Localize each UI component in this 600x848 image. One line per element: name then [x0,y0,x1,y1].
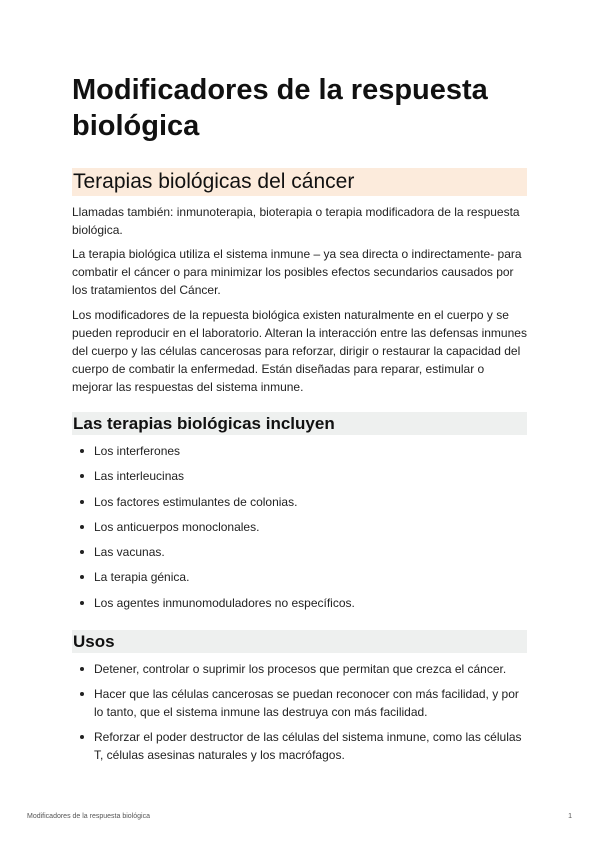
page-title: Modificadores de la respuesta biológica [72,74,488,142]
paragraph-1: Llamadas también: inmunoterapia, bioterapia o terapia modificadora de la respuesta biológica. [72,205,520,237]
list-item: Reforzar el poder destructor de las células del sistema inmune, como las células T, células asesinas naturales y los macrófagos. [72,728,527,764]
list-item: Las interleucinas [72,467,527,485]
list-item: Los agentes inmunomoduladores no específicos. [72,594,527,612]
list-item: Hacer que las células cancerosas se puedan reconocer con más facilidad, y por lo tanto, que el sistema inmune las destruya con más facilidad. [72,685,527,721]
paragraph-2: La terapia biológica utiliza el sistema inmune – ya sea directa o indirectamente- para combatir el cáncer o para minimizar los posibles efectos secundarios causados por los tratamientos del Cáncer. [72,247,522,297]
section-heading-terapias: Terapias biológicas del cáncer [72,168,527,196]
list-item: Los anticuerpos monoclonales. [72,518,527,536]
therapies-list [72,442,527,619]
uses-list [72,660,527,771]
page-number: 1 [568,813,572,820]
footer-title: Modificadores de la respuesta biológica [27,813,150,820]
list-item: Detener, controlar o suprimir los procesos que permitan que crezca el cáncer. [72,660,527,678]
section-heading-incluyen: Las terapias biológicas incluyen [72,412,527,435]
paragraph-3: Los modificadores de la repuesta biológica existen naturalmente en el cuerpo y se pueden reproducir en el laboratorio. Alteran la interacción entre las defensas inmunes del cuerpo y las células cancerosas para reforzar, dirigir o restaurar la capacidad del cuerpo de combatir la enfermedad. Están diseñadas para reparar, estimular o mejorar las respuestas del sistema inmune. [72,308,527,394]
list-item: Los factores estimulantes de colonias. [72,493,527,511]
list-item: Los interferones [72,442,527,460]
section-heading-usos: Usos [72,630,527,653]
list-item: Las vacunas. [72,543,527,561]
list-item: La terapia génica. [72,568,527,586]
